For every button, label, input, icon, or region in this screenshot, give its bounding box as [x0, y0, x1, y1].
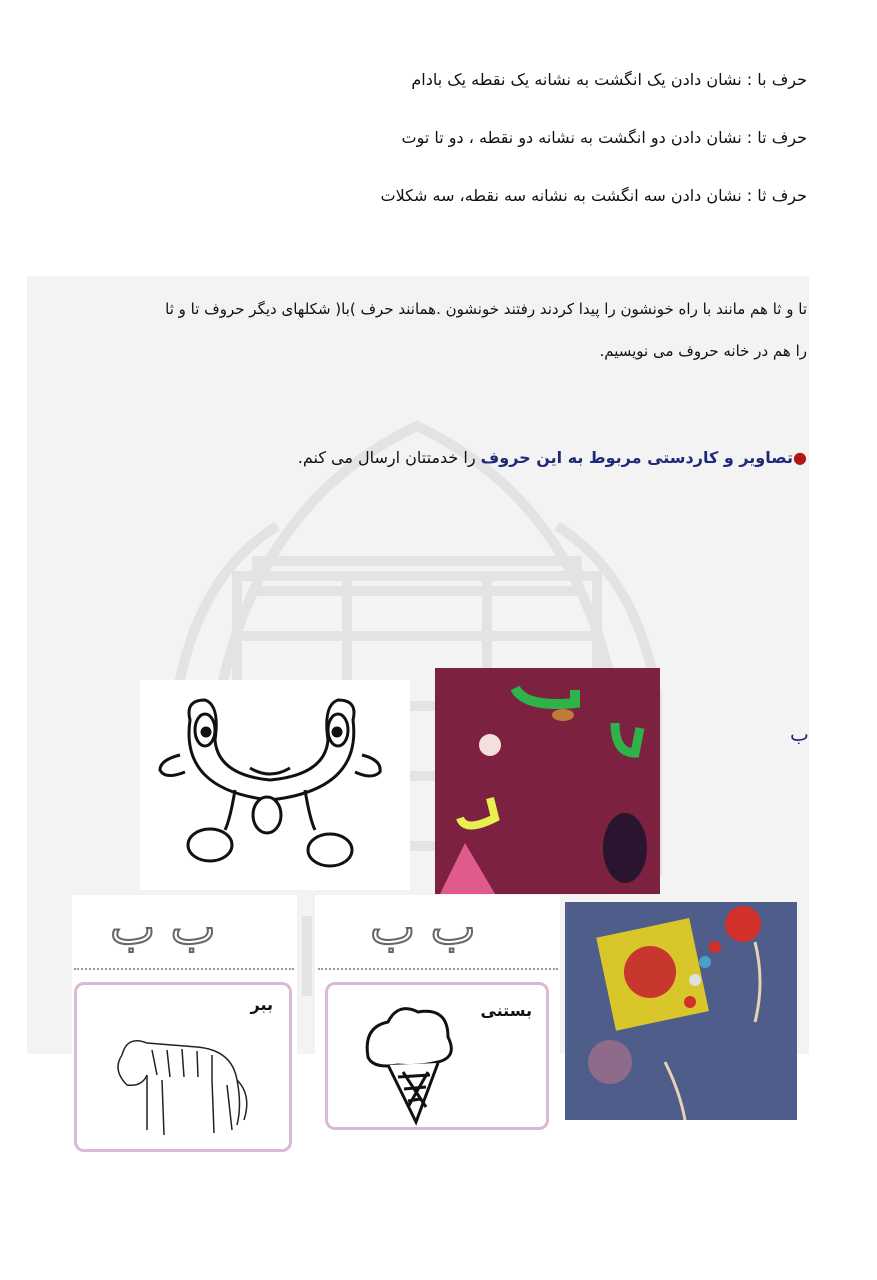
card-letters-tiger: ب ب [110, 900, 216, 956]
card-dotted-line-tiger [74, 968, 294, 970]
cartoon-letter-ba-image [140, 680, 410, 890]
text-line-ta: حرف تا : نشان دادن دو انگشت به نشانه دو نقطه ، دو تا توت [401, 128, 807, 147]
text-line-tha: حرف ثا : نشان دادن سه انگشت به نشانه سه نقطه، سه شکلات [380, 186, 807, 205]
card-letters-icecream: ب ب [370, 900, 476, 956]
card-word-icecream: بستنی [480, 1001, 532, 1020]
tiger-icon [102, 1025, 252, 1145]
photo-letter-crafts [435, 668, 660, 894]
photo-quilling-art [565, 902, 797, 1120]
paragraph-line-2: را هم در خانه حروف می نویسیم. [599, 342, 807, 360]
card-box-tiger [74, 982, 292, 1152]
bullet-highlight: تصاویر و کاردستی مربوط به این حروف [480, 448, 794, 467]
photo-quilling-craft [565, 902, 797, 1120]
cartoon-area [140, 680, 410, 890]
card-dotted-line-icecream [318, 968, 558, 970]
bullet-dot: ● [793, 448, 807, 467]
icecream-icon [358, 997, 468, 1127]
paragraph-line-1: تا و ثا هم مانند با راه خونشون را پیدا کردند رفتند خونشون .همانند حرف )با( شکلهای دیگر حروف تا و ثا [165, 300, 807, 318]
text-line-ba: حرف با : نشان دادن یک انگشت به نشانه یک نقطه یک بادام [411, 70, 807, 89]
side-letter-ba: ب [790, 722, 809, 746]
bullet-line [298, 448, 807, 467]
card-word-tiger: ببر [250, 995, 273, 1014]
bullet-rest: را خدمتتان ارسال می کنم. [297, 448, 481, 467]
photo-letter-crafts-art [435, 668, 660, 894]
card-box-icecream [325, 982, 549, 1130]
